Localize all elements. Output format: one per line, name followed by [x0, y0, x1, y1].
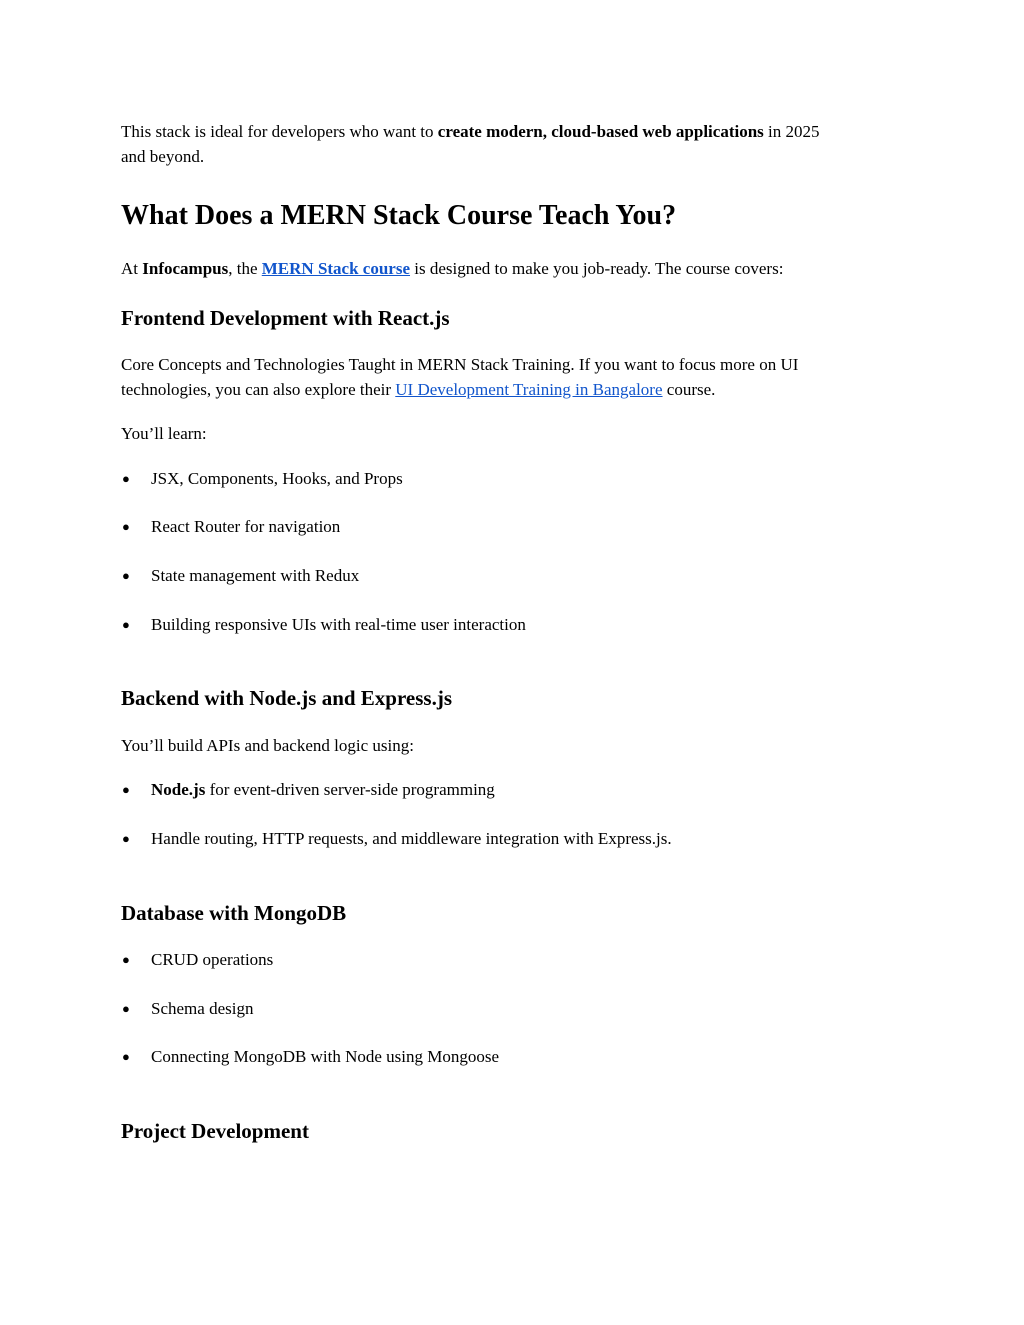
intro-paragraph-line1: [121, 119, 820, 144]
mern-course-link[interactable]: MERN Stack course: [261, 259, 411, 278]
backend-intro: You’ll build APIs and backend logic using:: [121, 736, 414, 755]
bullet-icon: ●: [122, 568, 130, 583]
list-item-bold-text: Node.js: [151, 780, 206, 799]
intro-bold-text: create modern, cloud-based web applications: [437, 122, 764, 141]
list-item-text: for event-driven server-side programming: [205, 780, 495, 799]
course-intro-text-mid: , the: [228, 259, 262, 278]
list-item: [122, 514, 341, 539]
list-item: [122, 1044, 500, 1069]
database-heading: Database with MongoDB: [121, 901, 347, 925]
main-heading: What Does a MERN Stack Course Teach You?: [121, 200, 677, 231]
list-item: [122, 826, 672, 851]
list-item-text: JSX, Components, Hooks, and Props: [151, 469, 403, 488]
frontend-heading: Frontend Development with React.js: [121, 306, 450, 330]
course-intro-paragraph: [121, 256, 783, 281]
bullet-icon: ●: [122, 617, 130, 632]
bullet-icon: ●: [122, 471, 130, 486]
ui-development-training-link[interactable]: UI Development Training in Bangalore: [395, 380, 663, 399]
frontend-paragraph-text-end: course.: [662, 380, 716, 399]
bullet-icon: ●: [122, 1001, 130, 1016]
list-item-text: React Router for navigation: [151, 517, 341, 536]
list-item: [122, 612, 526, 637]
bullet-icon: ●: [122, 952, 130, 967]
list-item-text: Schema design: [151, 999, 254, 1018]
list-item: [122, 947, 274, 972]
learn-label: You’ll learn:: [121, 424, 207, 443]
bullet-icon: ●: [122, 831, 130, 846]
project-heading: Project Development: [121, 1119, 309, 1143]
list-item-text: State management with Redux: [151, 566, 360, 585]
bullet-icon: ●: [122, 782, 130, 797]
bullet-icon: ●: [122, 519, 130, 534]
org-name: Infocampus: [142, 259, 229, 278]
intro-text: This stack is ideal for developers who want to: [121, 122, 438, 141]
list-item: [122, 466, 403, 491]
list-item-text: CRUD operations: [151, 950, 274, 969]
course-intro-text: At: [121, 259, 143, 278]
list-item-text: Handle routing, HTTP requests, and middleware integration with Express.js.: [151, 829, 672, 848]
frontend-paragraph-text: technologies, you can also explore their: [121, 380, 396, 399]
list-item: [122, 563, 360, 588]
list-item: [122, 777, 495, 802]
bullet-icon: ●: [122, 1049, 130, 1064]
frontend-paragraph-line2: [121, 377, 715, 402]
intro-paragraph-line2: and beyond.: [121, 147, 205, 166]
list-item: [122, 996, 254, 1021]
backend-heading: Backend with Node.js and Express.js: [121, 686, 453, 710]
frontend-paragraph-line1: Core Concepts and Technologies Taught in MERN Stack Training. If you want to focus more on UI: [121, 355, 799, 374]
intro-text-end: in 2025: [763, 122, 820, 141]
course-intro-text-end: is designed to make you job-ready. The course covers:: [410, 259, 784, 278]
list-item-text: Building responsive UIs with real-time user interaction: [151, 615, 526, 634]
list-item-text: Connecting MongoDB with Node using Mongoose: [151, 1047, 500, 1066]
